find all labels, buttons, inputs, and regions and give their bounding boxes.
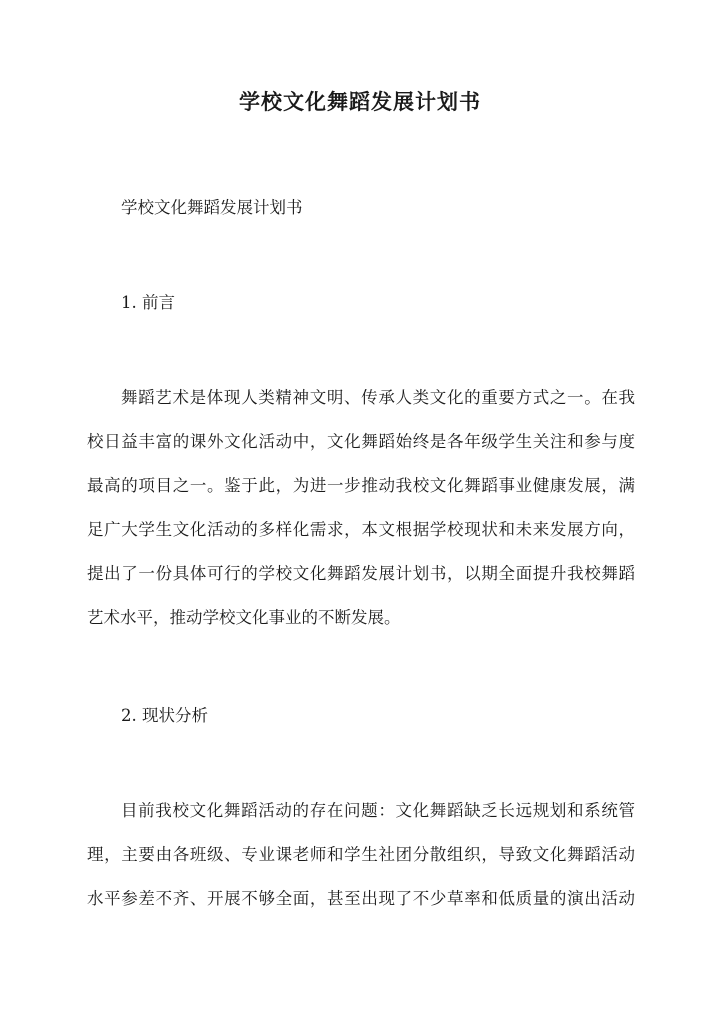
document-title: 学校文化舞蹈发展计划书: [239, 89, 481, 114]
section-heading-status-analysis: 2. 现状分析: [121, 706, 208, 725]
paragraph-line: 水平参差不齐、开展不够全面，甚至出现了不少草率和低质量的演出活动: [87, 889, 635, 908]
document-subtitle: 学校文化舞蹈发展计划书: [121, 198, 303, 217]
paragraph-line: 校日益丰富的课外文化活动中，文化舞蹈始终是各年级学生关注和参与度: [87, 432, 635, 451]
paragraph-line: 理，主要由各班级、专业课老师和学生社团分散组织，导致文化舞蹈活动: [87, 845, 635, 864]
paragraph-line: 艺术水平，推动学校文化事业的不断发展。: [87, 608, 401, 627]
paragraph-line: 足广大学生文化活动的多样化需求，本文根据学校现状和未来发展方向，: [87, 520, 635, 539]
paragraph-line: 舞蹈艺术是体现人类精神文明、传承人类文化的重要方式之一。在我: [121, 388, 635, 407]
paragraph-line: 最高的项目之一。鉴于此，为进一步推动我校文化舞蹈事业健康发展，满: [87, 476, 635, 495]
paragraph-line: 提出了一份具体可行的学校文化舞蹈发展计划书，以期全面提升我校舞蹈: [87, 564, 635, 583]
section-heading-preface: 1. 前言: [121, 293, 175, 312]
paragraph-line: 目前我校文化舞蹈活动的存在问题：文化舞蹈缺乏长远规划和系统管: [121, 801, 635, 820]
